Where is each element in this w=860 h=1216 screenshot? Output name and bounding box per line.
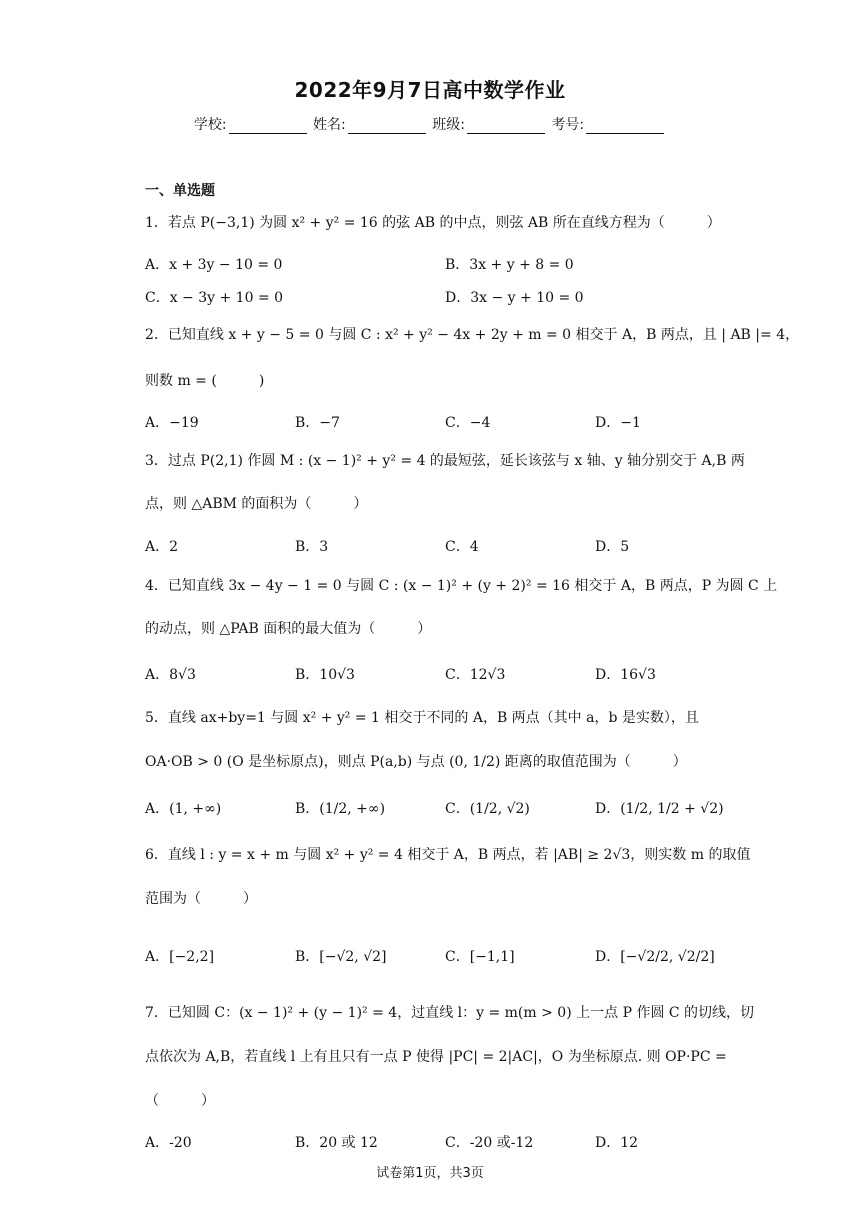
question-7-stem-cont: 点依次为 A,B，若直线 l 上有且只有一点 P 使得 |PC| = 2|AC|，O 为坐标原点. 则 OP·PC = (145, 1049, 727, 1065)
q7-option-c: C．-20 或-12 (445, 1135, 534, 1151)
q3-option-d: D．5 (595, 539, 630, 555)
name-label: 姓名: (313, 117, 346, 133)
q6-option-b: B．[−√2, √2] (295, 949, 387, 965)
q4-option-c: C．12√3 (445, 667, 506, 683)
q6-option-d: D．[−√2/2, √2/2] (595, 949, 715, 965)
q7-option-a: A．-20 (145, 1135, 192, 1151)
name-blank[interactable] (348, 119, 426, 134)
class-label: 班级: (432, 117, 465, 133)
question-2-stem-cont: 则数 m = ( ) (145, 373, 265, 389)
q3-option-b: B．3 (295, 539, 329, 555)
q2-option-a: A．−19 (145, 415, 199, 431)
question-5-stem: 5．直线 ax+by=1 与圆 x² + y² = 1 相交于不同的 A，B 两点（其中 a，b 是实数），且 (145, 710, 699, 726)
q5-option-a: A．(1, +∞) (145, 801, 222, 817)
student-info-line (0, 114, 860, 134)
school-blank[interactable] (229, 119, 307, 134)
q5-option-d: D．(1/2, 1/2 + √2) (595, 801, 724, 817)
q7-option-b: B．20 或 12 (295, 1135, 378, 1151)
question-5-stem-cont: OA·OB > 0 (O 是坐标原点)，则点 P(a,b) 与点 (0, 1/2) 距离的取值范围为（ ） (145, 754, 687, 770)
q3-option-a: A．2 (145, 539, 179, 555)
q1-option-b: B．3x + y + 8 = 0 (445, 257, 574, 273)
q4-option-d: D．16√3 (595, 667, 656, 683)
page-title: 2022年9月7日高中数学作业 (294, 78, 566, 102)
q4-option-b: B．10√3 (295, 667, 355, 683)
question-6-stem: 6．直线 l : y = x + m 与圆 x² + y² = 4 相交于 A，B 两点，若 |AB| ≥ 2√3，则实数 m 的取值 (145, 847, 751, 863)
question-6-stem-cont: 范围为（ ） (145, 891, 257, 907)
q1-option-a: A．x + 3y − 10 = 0 (145, 257, 283, 273)
question-1-stem: 1．若点 P(−3,1) 为圆 x² + y² = 16 的弦 AB 的中点，则弦 AB 所在直线方程为（ ） (145, 215, 721, 231)
question-7-stem-cont-2: （ ） (145, 1093, 215, 1109)
q7-option-d: D．12 (595, 1135, 639, 1151)
school-label: 学校: (193, 117, 227, 133)
q5-option-b: B．(1/2, +∞) (295, 801, 386, 817)
q4-option-a: A．8√3 (145, 667, 196, 683)
q3-option-c: C．4 (445, 539, 479, 555)
page-footer: 试卷第1页，共3页 (376, 1166, 484, 1181)
q6-option-a: A．[−2,2] (145, 949, 215, 965)
q5-option-c: C．(1/2, √2) (445, 801, 530, 817)
q2-option-d: D．−1 (595, 415, 641, 431)
question-3-stem: 3．过点 P(2,1) 作圆 M : (x − 1)² + y² = 4 的最短弦，延长该弦与 x 轴、y 轴分别交于 A,B 两 (145, 453, 745, 469)
q2-option-b: B．−7 (295, 415, 340, 431)
exam-no-label: 考号: (551, 117, 585, 133)
q2-option-c: C．−4 (445, 415, 491, 431)
q1-option-d: D．3x − y + 10 = 0 (445, 290, 584, 306)
class-blank[interactable] (467, 119, 545, 134)
section-title: 一、单选题 (145, 183, 215, 199)
question-4-stem-cont: 的动点，则 △PAB 面积的最大值为（ ） (145, 621, 432, 637)
question-7-stem: 7．已知圆 C：(x − 1)² + (y − 1)² = 4，过直线 l：y = m(m > 0) 上一点 P 作圆 C 的切线，切 (145, 1005, 755, 1021)
question-2-stem: 2．已知直线 x + y − 5 = 0 与圆 C : x² + y² − 4x + 2y + m = 0 相交于 A，B 两点，且 | AB |= 4， (145, 327, 800, 343)
question-3-stem-cont: 点，则 △ABM 的面积为（ ） (145, 496, 368, 512)
q6-option-c: C．[−1,1] (445, 949, 515, 965)
question-4-stem: 4．已知直线 3x − 4y − 1 = 0 与圆 C : (x − 1)² + (y + 2)² = 16 相交于 A，B 两点，P 为圆 C 上 (145, 578, 778, 594)
q1-option-c: C．x − 3y + 10 = 0 (145, 290, 284, 306)
exam-no-blank[interactable] (586, 119, 664, 134)
